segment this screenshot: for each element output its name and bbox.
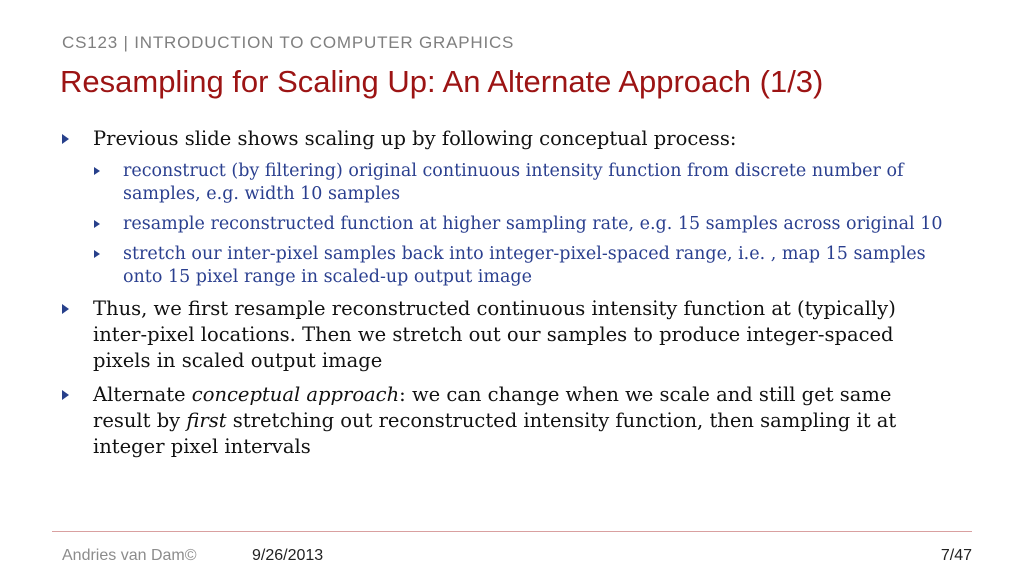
emphasis-text: first [186, 409, 227, 432]
sub-bullet-text: resample reconstructed function at higher sampling rate, e.g. 15 samples across original 10 [123, 214, 943, 234]
triangle-right-icon [62, 390, 69, 400]
sub-bullet-item [0, 213, 953, 236]
triangle-right-icon [94, 250, 100, 258]
bullet-text: Thus, we first resample reconstructed continuous intensity function at (typically) inter-pixel locations. Then we stretch out our samples to produce integer-spaced pixels in scaled output image [93, 297, 896, 372]
triangle-right-icon [94, 167, 100, 175]
bullet-item [0, 382, 943, 460]
bullet-text: Previous slide shows scaling up by following conceptual process: [93, 127, 737, 150]
slide-title: Resampling for Scaling Up: An Alternate Approach (1/3) [60, 64, 824, 99]
bullet-text-part: Alternate [93, 383, 192, 406]
sub-bullet-text: reconstruct (by filtering) original continuous intensity function from discrete number of samples, e.g. width 10 samples [123, 161, 904, 204]
triangle-right-icon [62, 304, 69, 314]
footer-page-number: 7/47 [940, 547, 972, 564]
course-header: CS123 | INTRODUCTION TO COMPUTER GRAPHICS [62, 33, 515, 52]
bullet-text-part: stretching out reconstructed intensity function, then sampling it at integer pixel intervals [93, 409, 897, 458]
bullet-item [0, 296, 943, 374]
sub-bullet-item [0, 243, 953, 289]
emphasis-text: conceptual approach [191, 383, 400, 406]
slide-body [0, 126, 1024, 468]
triangle-right-icon [94, 220, 100, 228]
sub-bullet-item [0, 160, 953, 206]
triangle-right-icon [62, 134, 69, 144]
footer-date: 9/26/2013 [252, 547, 324, 564]
bullet-text-part: : we can change when we scale and still get same result by [93, 383, 892, 432]
footer-author: Andries van Dam© [62, 547, 197, 564]
footer-divider [52, 531, 972, 532]
bullet-item [0, 126, 943, 152]
sub-bullet-text: stretch our inter-pixel samples back into integer-pixel-spaced range, i.e. , map 15 samples onto 15 pixel range in scaled-up output image [123, 244, 926, 287]
